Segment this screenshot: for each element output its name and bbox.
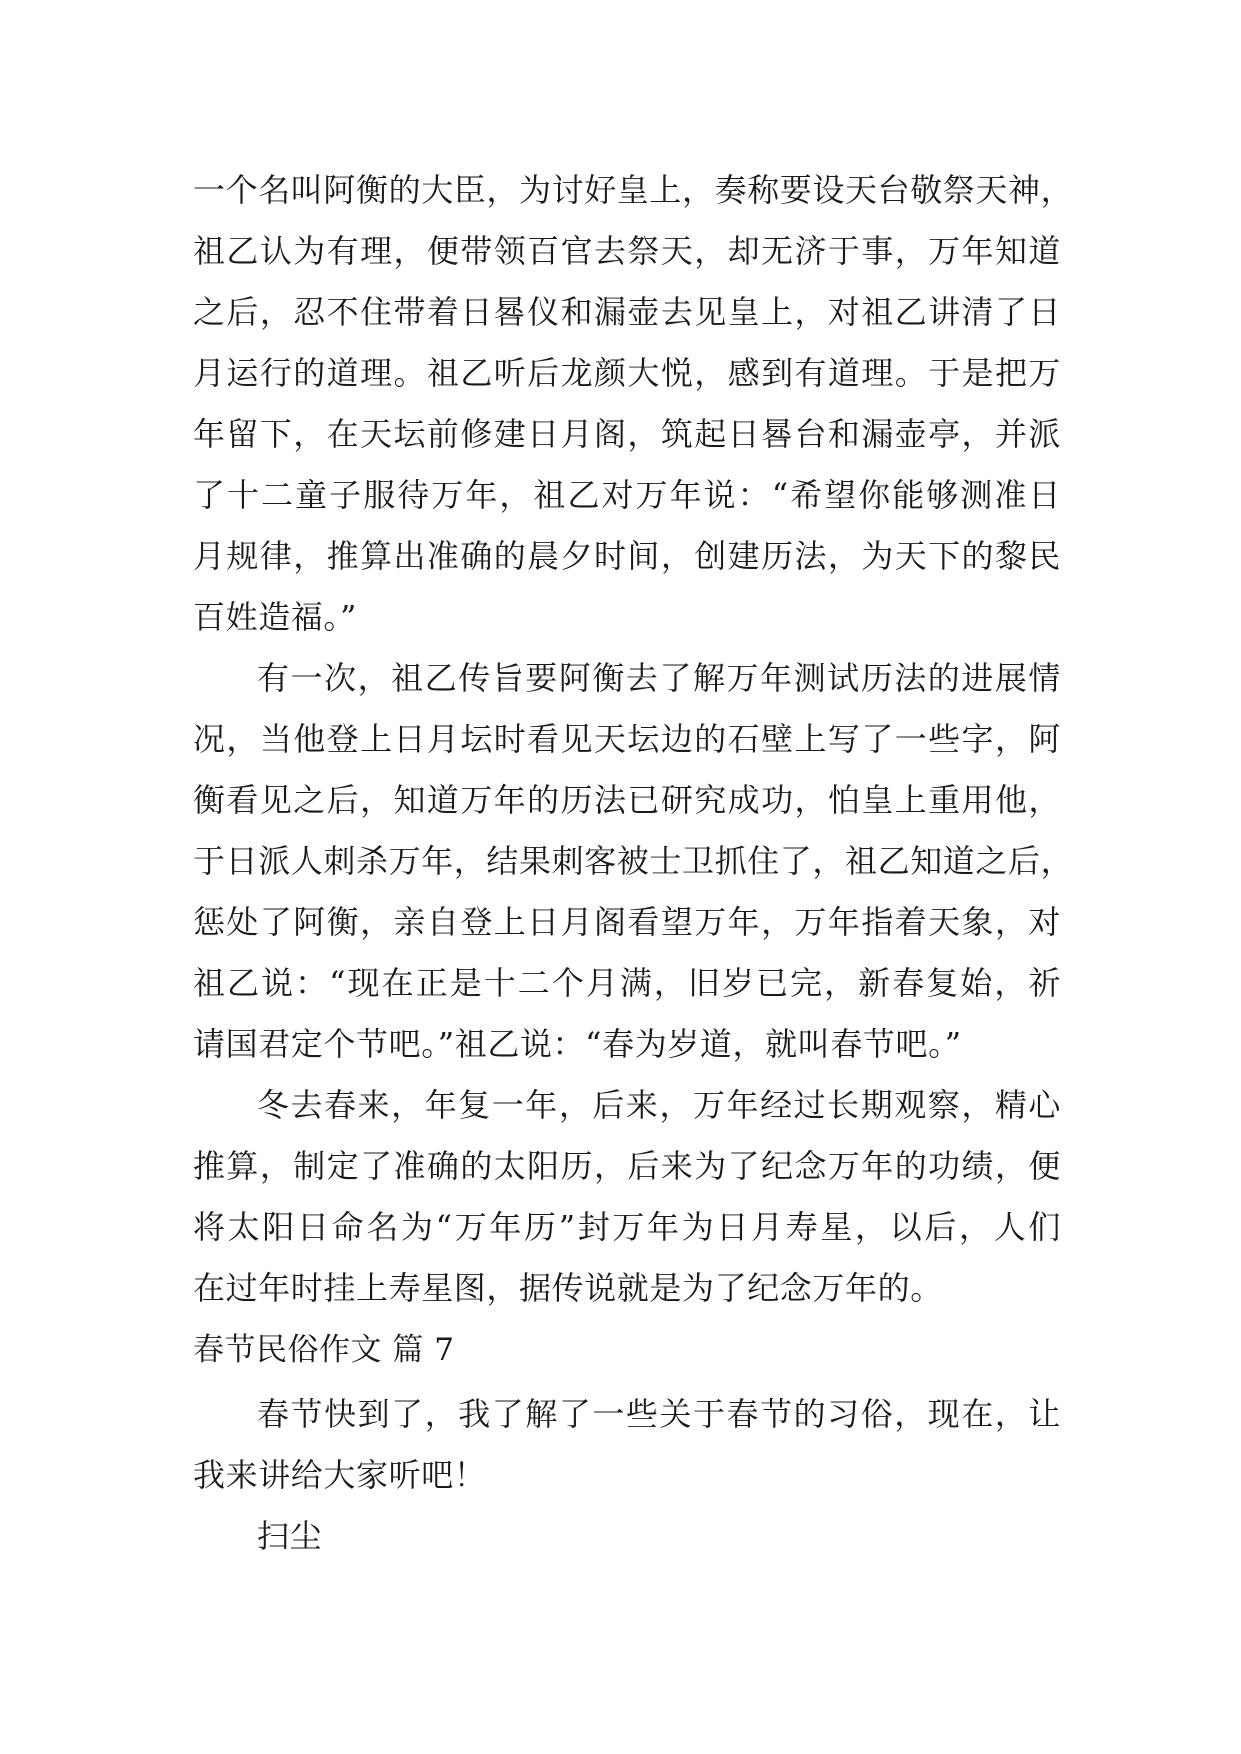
text-line: 一个名叫阿衡的大臣，为讨好皇上，奏称要设天台敬祭天神， [193,171,1074,209]
text-line: 年留下，在天坛前修建日月阁，筑起日晷台和漏壶亭，并派 [193,415,1061,453]
text-line: 于日派人刺杀万年，结果刺客被士卫抓住了，祖乙知道之后， [193,842,1074,880]
text-line: 况，当他登上日月坛时看见天坛边的石壁上写了一些字，阿 [193,720,1061,758]
subheading: 扫尘 [257,1517,323,1555]
text-line: 月规律，推算出准确的晨夕时间，创建历法，为天下的黎民 [193,537,1061,575]
paragraph-1 [193,160,1074,648]
paragraph-2 [193,648,1074,1075]
text-line: 将太阳日命名为“万年历”封万年为日月寿星，以后，人们 [193,1208,1061,1246]
text-line: 在过年时挂上寿星图，据传说就是为了纪念万年的。 [193,1269,943,1307]
paragraph-3 [193,1075,1061,1319]
text-line: 祖乙认为有理，便带领百官去祭天，却无济于事，万年知道 [193,232,1061,270]
text-line: 百姓造福。” [193,598,357,636]
section-heading: 春节民俗作文 篇 7 [193,1332,455,1368]
text-line: 了十二童子服待万年，祖乙对万年说：“希望你能够测准日 [193,476,1061,514]
text-line: 推算，制定了准确的太阳历，后来为了纪念万年的功绩，便 [193,1147,1061,1185]
text-line: 月运行的道理。祖乙听后龙颜大悦，感到有道理。于是把万 [193,354,1061,392]
essay-text-block [193,1384,1061,1567]
text-line: 之后，忍不住带着日晷仪和漏壶去见皇上，对祖乙讲清了日 [193,293,1061,331]
text-line: 惩处了阿衡，亲自登上日月阁看望万年，万年指着天象，对 [193,903,1061,941]
text-line: 衡看见之后，知道万年的历法已研究成功，怕皇上重用他， [193,781,1061,819]
text-line: 春节快到了，我了解了一些关于春节的习俗，现在，让 [257,1395,1061,1433]
paragraph-4 [193,1384,1061,1506]
text-line: 有一次，祖乙传旨要阿衡去了解万年测试历法的进展情 [257,659,1061,697]
text-line: 冬去春来，年复一年，后来，万年经过长期观察，精心 [257,1086,1061,1124]
text-line: 祖乙说：“现在正是十二个月满，旧岁已完，新春复始，祈 [193,964,1061,1002]
text-line: 请国君定个节吧。”祖乙说：“春为岁道，就叫春节吧。” [193,1025,962,1063]
text-line: 我来讲给大家听吧！ [193,1456,487,1494]
story-text-block [193,160,1074,1319]
